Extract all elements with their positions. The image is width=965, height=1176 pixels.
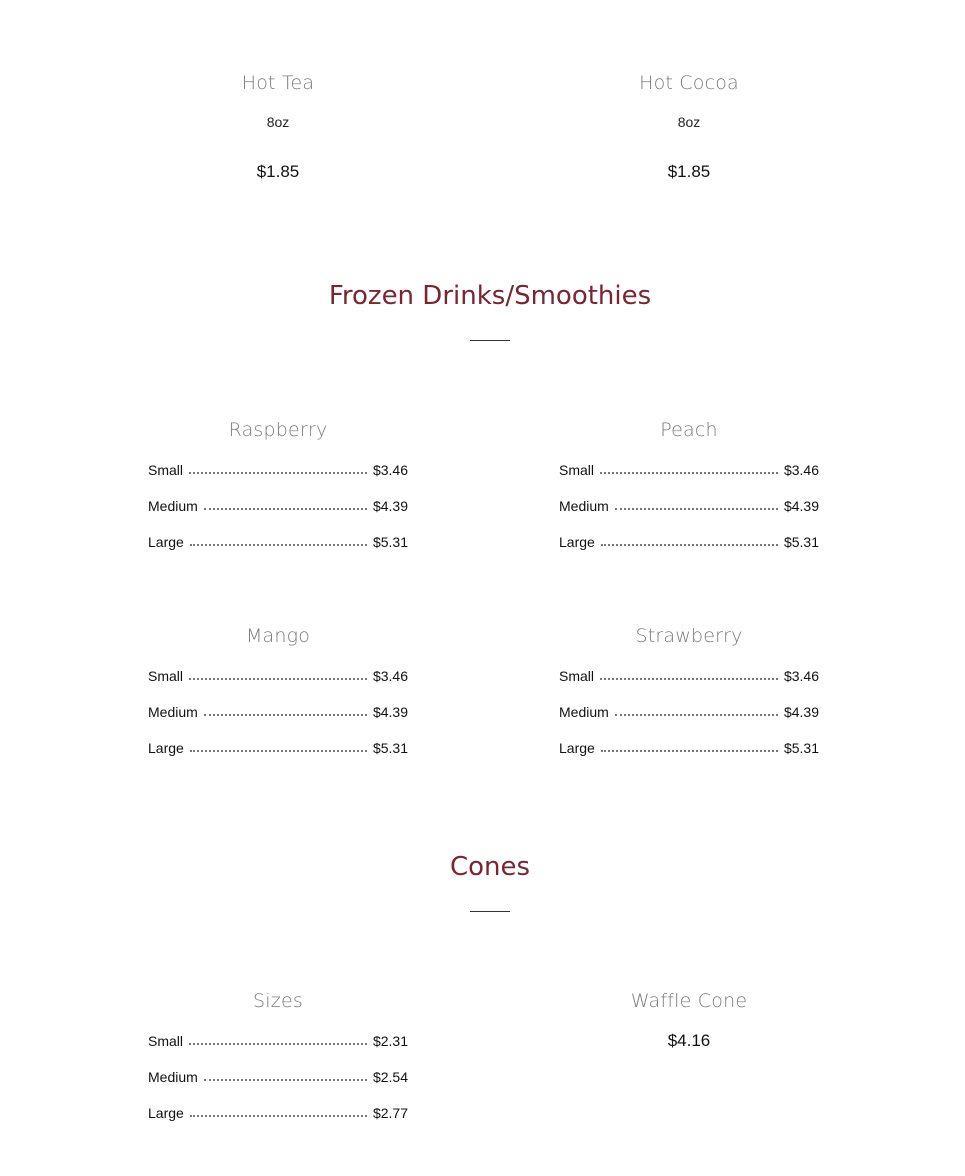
- size-label: Large: [148, 534, 184, 550]
- item-title-waffle-cone: Waffle Cone: [630, 990, 748, 1012]
- size-label: Small: [148, 1033, 184, 1049]
- size-label: Medium: [559, 498, 609, 514]
- dot-leader: [189, 1043, 367, 1045]
- dot-leader: [601, 544, 778, 546]
- size-price: $4.39: [372, 704, 408, 720]
- size-price: $4.39: [783, 498, 819, 514]
- price-row: [148, 458, 408, 478]
- price-row: [559, 664, 819, 684]
- section-divider: [470, 340, 510, 341]
- size-label: Small: [559, 668, 595, 684]
- size-label: Large: [559, 534, 595, 550]
- item-title-sizes: Sizes: [253, 990, 303, 1012]
- price-row: [559, 736, 819, 756]
- price-row: [148, 494, 408, 514]
- size-label: Medium: [148, 498, 198, 514]
- size-price: $3.46: [372, 462, 408, 478]
- dot-leader: [600, 678, 778, 680]
- price-row: [559, 700, 819, 720]
- size-price: $2.77: [372, 1105, 408, 1121]
- size-label: Small: [148, 462, 184, 478]
- item-title-hot-cocoa: Hot Cocoa: [639, 72, 739, 94]
- dot-leader: [190, 1115, 367, 1117]
- item-title-hot-tea: Hot Tea: [241, 72, 315, 94]
- price-row: [148, 1101, 408, 1121]
- item-title-raspberry: Raspberry: [228, 419, 328, 441]
- size-label: Large: [148, 740, 184, 756]
- price-row: [148, 530, 408, 550]
- item-size-hot-tea: 8oz: [266, 114, 290, 130]
- item-title-strawberry: Strawberry: [635, 625, 743, 647]
- size-price: $3.46: [372, 668, 408, 684]
- section-divider: [470, 911, 510, 912]
- size-price: $3.46: [783, 668, 819, 684]
- section-title-frozen: Frozen Drinks/Smoothies: [328, 281, 652, 311]
- dot-leader: [189, 678, 367, 680]
- item-title-peach: Peach: [660, 419, 718, 441]
- item-size-hot-cocoa: 8oz: [677, 114, 701, 130]
- item-price-waffle-cone: $4.16: [667, 1031, 711, 1050]
- dot-leader: [204, 508, 367, 510]
- size-price: $2.31: [372, 1033, 408, 1049]
- dot-leader: [601, 750, 778, 752]
- dot-leader: [190, 750, 367, 752]
- price-row: [148, 1029, 408, 1049]
- item-price-hot-tea: $1.85: [256, 162, 300, 181]
- price-row: [559, 494, 819, 514]
- price-row: [559, 530, 819, 550]
- size-price: $5.31: [783, 534, 819, 550]
- item-title-mango: Mango: [245, 625, 311, 647]
- dot-leader: [204, 1079, 367, 1081]
- size-label: Small: [148, 668, 184, 684]
- size-price: $4.39: [372, 498, 408, 514]
- size-price: $2.54: [372, 1069, 408, 1085]
- price-row: [148, 736, 408, 756]
- size-label: Small: [559, 462, 595, 478]
- size-label: Medium: [148, 1069, 198, 1085]
- dot-leader: [615, 508, 778, 510]
- dot-leader: [190, 544, 367, 546]
- price-row: [148, 700, 408, 720]
- size-label: Medium: [559, 704, 609, 720]
- dot-leader: [189, 472, 367, 474]
- dot-leader: [615, 714, 778, 716]
- item-price-hot-cocoa: $1.85: [667, 162, 711, 181]
- size-label: Medium: [148, 704, 198, 720]
- price-row: [148, 1065, 408, 1085]
- size-price: $5.31: [372, 534, 408, 550]
- dot-leader: [600, 472, 778, 474]
- size-price: $5.31: [783, 740, 819, 756]
- size-price: $3.46: [783, 462, 819, 478]
- size-label: Large: [148, 1105, 184, 1121]
- price-row: [559, 458, 819, 478]
- size-price: $5.31: [372, 740, 408, 756]
- section-title-cones: Cones: [449, 852, 531, 882]
- size-price: $4.39: [783, 704, 819, 720]
- dot-leader: [204, 714, 367, 716]
- price-row: [148, 664, 408, 684]
- size-label: Large: [559, 740, 595, 756]
